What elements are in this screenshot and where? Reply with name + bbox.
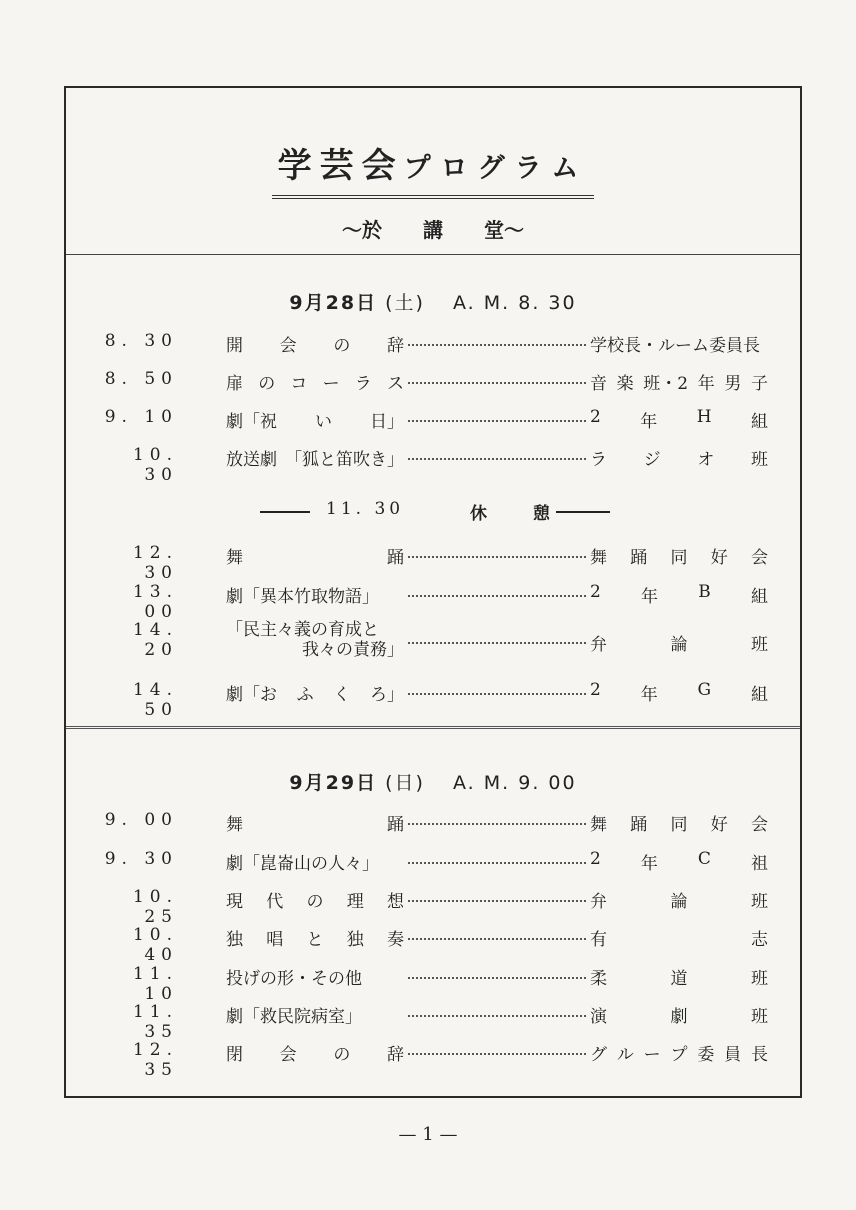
event-performer: 柔 道 班 <box>590 969 768 989</box>
event-performer: 有 志 <box>590 930 768 950</box>
schedule-row <box>66 582 800 622</box>
event-time: 9. 00 <box>104 810 178 830</box>
leader-dots <box>408 642 586 644</box>
event-title <box>226 620 404 660</box>
day1-header <box>66 288 800 315</box>
event-performer: グ ル ー プ 委 員 長 <box>590 1045 768 1065</box>
event-title-line2: 我々の責務」 <box>302 640 404 660</box>
event-time: 8. 50 <box>104 369 178 389</box>
day1-date: 9月28日 <box>289 292 378 314</box>
schedule-row <box>66 445 800 485</box>
leader-dots <box>408 977 586 979</box>
event-title: 現 代 の 理 想 <box>226 892 404 912</box>
event-performer: 2 年 B 組 <box>590 582 768 607</box>
event-title: 劇「祝 い 日」 <box>226 412 404 432</box>
schedule-row <box>66 810 800 840</box>
schedule-row <box>66 887 800 927</box>
event-performer: 音 楽 班・2 年 男 子 <box>590 374 768 394</box>
event-time: 9. 30 <box>104 849 178 869</box>
schedule-row <box>66 407 800 437</box>
event-time: 14. 20 <box>132 620 178 660</box>
event-performer: 弁 論 班 <box>590 892 768 912</box>
leader-dots <box>408 823 586 825</box>
event-time: 9. 10 <box>104 407 178 427</box>
event-performer: 学校長・ルーム委員長 <box>590 336 760 356</box>
event-time: 10. 40 <box>132 925 178 965</box>
venue-subtitle: ～於 講 堂～ <box>342 218 524 242</box>
day1-start: A. M. 8. 30 <box>453 292 577 314</box>
event-time: 11. 35 <box>132 1002 178 1042</box>
day2-date: 9月29日 <box>289 772 378 794</box>
event-time: 8. 30 <box>104 331 178 351</box>
event-title: 投げの形・その他 <box>226 969 362 989</box>
event-title: 劇「お ふ く ろ」 <box>226 685 404 705</box>
event-time: 12. 35 <box>132 1040 178 1080</box>
day2-header <box>66 768 800 795</box>
event-title: 開 会 の 辞 <box>226 336 404 356</box>
event-time: 13. 00 <box>132 582 178 622</box>
event-time: 10. 30 <box>132 445 178 485</box>
event-performer: 演 劇 班 <box>590 1007 768 1027</box>
event-title-line1: 「民主々義の育成と <box>226 620 379 640</box>
schedule-row <box>66 1002 800 1042</box>
title-suffix: プログラム <box>403 153 589 184</box>
event-performer: 2 年 G 組 <box>590 680 768 705</box>
event-time: 14. 50 <box>132 680 178 720</box>
schedule-row <box>66 680 800 720</box>
break-rule-right <box>556 511 610 513</box>
event-title: 舞 踊 <box>226 548 404 568</box>
event-time: 11. 10 <box>132 964 178 1004</box>
event-performer: 2 年 C 祖 <box>590 849 768 874</box>
event-title: 劇「崑崙山の人々」 <box>226 854 379 874</box>
event-performer: 舞 踊 同 好 会 <box>590 815 768 835</box>
schedule-row <box>66 543 800 583</box>
schedule-row <box>66 1040 800 1080</box>
event-title: 独 唱 と 独 奏 <box>226 930 404 950</box>
event-title: 劇「救民院病室」 <box>226 1007 362 1027</box>
break-time: 11. 30 <box>326 499 405 519</box>
program-frame <box>64 86 802 1098</box>
event-title: 舞 踊 <box>226 815 404 835</box>
day2-weekday: (日) <box>385 772 425 794</box>
event-title: 扉 の コ ー ラ ス <box>226 374 404 394</box>
leader-dots <box>408 1053 586 1055</box>
leader-dots <box>408 344 586 346</box>
leader-dots <box>408 938 586 940</box>
leader-dots <box>408 458 586 460</box>
leader-dots <box>408 862 586 864</box>
event-title: 放送劇 「狐と笛吹き」 <box>226 450 404 470</box>
event-time: 12. 30 <box>132 543 178 583</box>
schedule-row <box>66 620 800 666</box>
schedule-row <box>66 369 800 399</box>
schedule-row <box>66 849 800 879</box>
schedule-row <box>66 964 800 1004</box>
leader-dots <box>408 693 586 695</box>
leader-dots <box>408 595 586 597</box>
page-number: — 1 — <box>398 1124 458 1145</box>
leader-dots <box>408 1015 586 1017</box>
event-performer: 弁 論 班 <box>590 635 768 655</box>
event-title: 劇「異本竹取物語」 <box>226 587 379 607</box>
day2-start: A. M. 9. 00 <box>453 772 577 794</box>
schedule-row <box>66 331 800 361</box>
break-label: 休 憩 <box>470 504 570 524</box>
title-main: 学芸会 <box>277 146 404 186</box>
leader-dots <box>408 900 586 902</box>
event-title: 閉 会 の 辞 <box>226 1045 404 1065</box>
event-performer: 2 年 H 組 <box>590 407 768 432</box>
event-time: 10. 25 <box>132 887 178 927</box>
event-performer: 舞 踊 同 好 会 <box>590 548 768 568</box>
leader-dots <box>408 420 586 422</box>
break-rule-left <box>260 511 310 513</box>
header-divider <box>66 254 800 255</box>
leader-dots <box>408 382 586 384</box>
program-title <box>66 138 800 199</box>
leader-dots <box>408 556 586 558</box>
event-performer: ラ ジ オ 班 <box>590 450 768 470</box>
schedule-row <box>66 925 800 965</box>
day-divider <box>66 726 800 729</box>
day1-weekday: (土) <box>385 292 425 314</box>
break-row <box>66 499 800 529</box>
